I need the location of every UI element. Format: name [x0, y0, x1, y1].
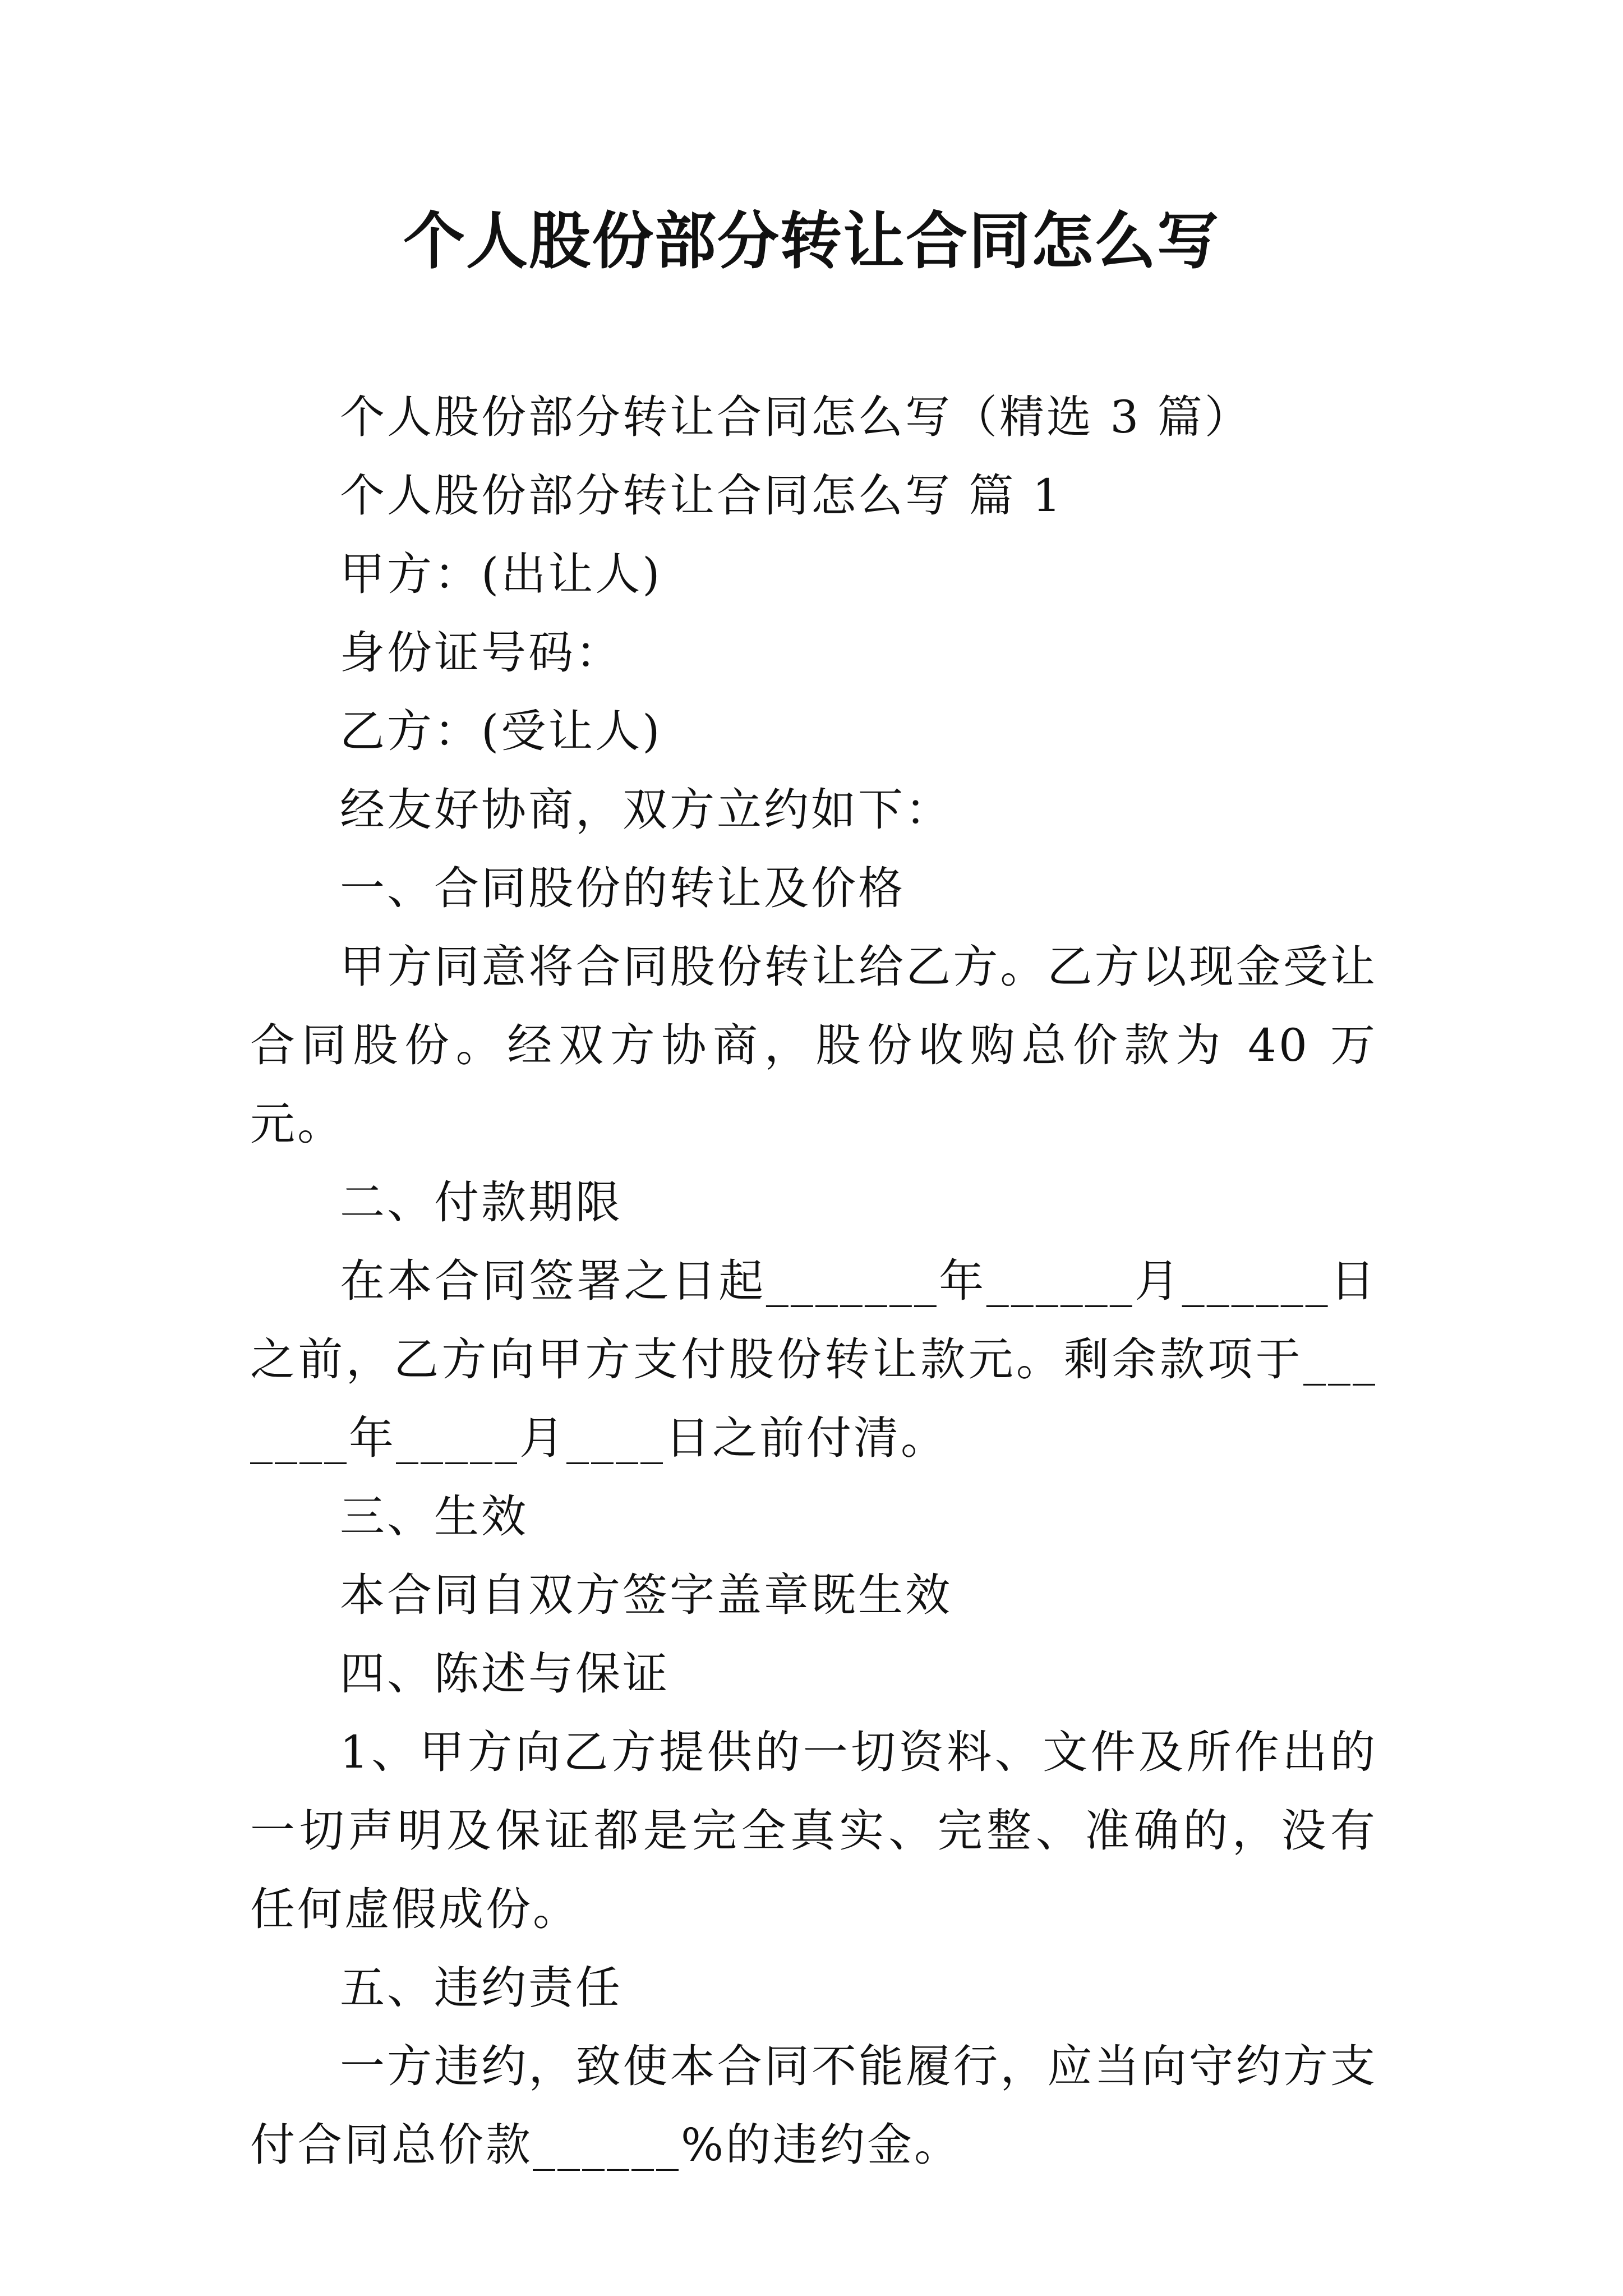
paragraph-party-b: 乙方：(受让人) — [340, 705, 662, 757]
paragraph-clause-5-heading: 五、违约责任 — [340, 1962, 623, 2014]
paragraph-id-number: 身份证号码： — [340, 627, 623, 679]
paragraph-clause-4-heading: 四、陈述与保证 — [340, 1648, 670, 1700]
paragraph-clause-2-body: 在本合同签署之日起_______年______月______日之前，乙方向甲方支付股份转让款元。剩余款项于_______年_____月____日之前付清。 — [250, 1255, 1377, 1464]
paragraph-clause-4-body: 1、甲方向乙方提供的一切资料、文件及所作出的一切声明及保证都是完全真实、完整、准确的，没有任何虚假成份。 — [250, 1726, 1377, 1935]
paragraph-party-a: 甲方：(出让人) — [340, 548, 662, 600]
document-body — [250, 378, 1377, 2184]
paragraph-section-heading: 个人股份部分转让合同怎么写 篇 1 — [340, 470, 1063, 522]
paragraph-clause-1-body: 甲方同意将合同股份转让给乙方。乙方以现金受让合同股份。经双方协商，股份收购总价款为 40 万元。 — [250, 941, 1377, 1150]
paragraph-clause-5-body: 一方违约，致使本合同不能履行，应当向守约方支付合同总价款______%的违约金。 — [250, 2040, 1377, 2171]
document-title: 个人股份部分转让合同怎么写 — [403, 205, 1220, 277]
paragraph-agreement-intro: 经友好协商，双方立约如下： — [340, 784, 952, 836]
paragraph-clause-3-heading: 三、生效 — [340, 1490, 528, 1543]
paragraph-clause-1-heading: 一、合同股份的转让及价格 — [340, 862, 905, 914]
paragraph-subtitle: 个人股份部分转让合同怎么写（精选 3 篇） — [340, 391, 1252, 443]
paragraph-clause-2-heading: 二、付款期限 — [340, 1176, 623, 1228]
paragraph-clause-3-body: 本合同自双方签字盖章既生效 — [340, 1569, 952, 1621]
